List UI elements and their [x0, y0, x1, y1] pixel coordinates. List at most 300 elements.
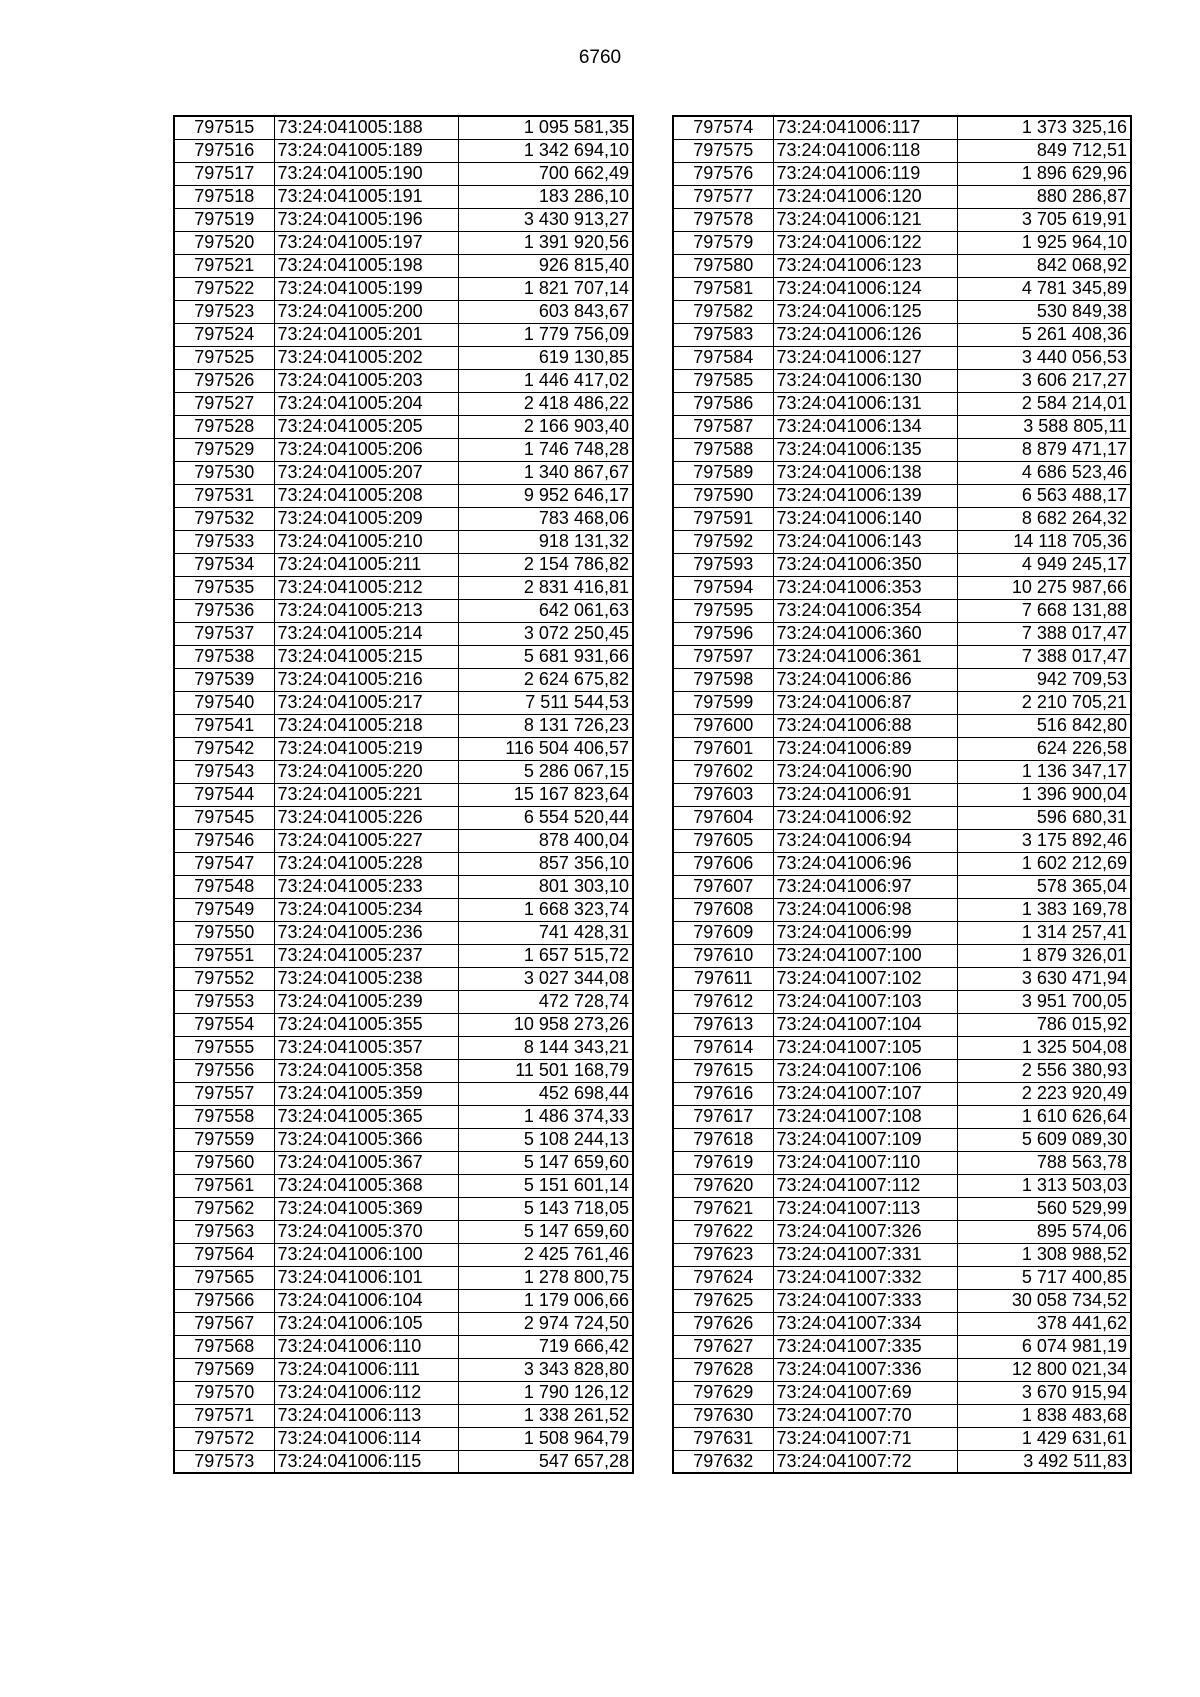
- cadastral-number-cell: 73:24:041006:131: [773, 392, 957, 415]
- record-number-cell: 797614: [673, 1036, 773, 1059]
- cadastral-number-cell: 73:24:041005:358: [274, 1059, 458, 1082]
- cadastral-number-cell: 73:24:041007:332: [773, 1266, 957, 1289]
- cadastral-number-cell: 73:24:041005:190: [274, 162, 458, 185]
- record-number-cell: 797567: [174, 1312, 274, 1335]
- table-row: [673, 1243, 1131, 1266]
- table-row: [174, 461, 633, 484]
- cadastral-value-cell: 2 584 214,01: [957, 392, 1131, 415]
- cadastral-value-cell: 3 588 805,11: [957, 415, 1131, 438]
- table-row: [174, 415, 633, 438]
- table-row: [673, 898, 1131, 921]
- cadastral-value-cell: 2 556 380,93: [957, 1059, 1131, 1082]
- record-number-cell: 797528: [174, 415, 274, 438]
- cadastral-value-cell: 1 429 631,61: [957, 1427, 1131, 1450]
- cadastral-value-cell: 3 670 915,94: [957, 1381, 1131, 1404]
- record-number-cell: 797590: [673, 484, 773, 507]
- table-row: [673, 553, 1131, 576]
- record-number-cell: 797630: [673, 1404, 773, 1427]
- cadastral-number-cell: 73:24:041007:109: [773, 1128, 957, 1151]
- record-number-cell: 797629: [673, 1381, 773, 1404]
- cadastral-value-cell: 9 952 646,17: [458, 484, 633, 507]
- cadastral-value-cell: 783 468,06: [458, 507, 633, 530]
- table-row: [174, 668, 633, 691]
- record-number-cell: 797562: [174, 1197, 274, 1220]
- record-number-cell: 797604: [673, 806, 773, 829]
- table-row: [673, 1266, 1131, 1289]
- cadastral-number-cell: 73:24:041007:71: [773, 1427, 957, 1450]
- cadastral-number-cell: 73:24:041005:202: [274, 346, 458, 369]
- table-row: [673, 323, 1131, 346]
- table-row: [174, 576, 633, 599]
- cadastral-value-cell: 5 609 089,30: [957, 1128, 1131, 1151]
- cadastral-value-cell: 1 342 694,10: [458, 139, 633, 162]
- cadastral-number-cell: 73:24:041006:143: [773, 530, 957, 553]
- cadastral-number-cell: 73:24:041007:108: [773, 1105, 957, 1128]
- record-number-cell: 797598: [673, 668, 773, 691]
- cadastral-number-cell: 73:24:041007:335: [773, 1335, 957, 1358]
- record-number-cell: 797624: [673, 1266, 773, 1289]
- cadastral-value-cell: 8 682 264,32: [957, 507, 1131, 530]
- cadastral-number-cell: 73:24:041006:353: [773, 576, 957, 599]
- cadastral-value-cell: 2 831 416,81: [458, 576, 633, 599]
- record-number-cell: 797572: [174, 1427, 274, 1450]
- cadastral-number-cell: 73:24:041005:191: [274, 185, 458, 208]
- cadastral-value-cell: 452 698,44: [458, 1082, 633, 1105]
- table-row: [673, 392, 1131, 415]
- cadastral-value-cell: 3 630 471,94: [957, 967, 1131, 990]
- cadastral-number-cell: 73:24:041005:218: [274, 714, 458, 737]
- record-number-cell: 797530: [174, 461, 274, 484]
- table-row: [673, 1151, 1131, 1174]
- cadastral-number-cell: 73:24:041006:104: [274, 1289, 458, 1312]
- table-row: [174, 990, 633, 1013]
- cadastral-value-cell: 116 504 406,57: [458, 737, 633, 760]
- table-row: [673, 714, 1131, 737]
- table-row: [174, 921, 633, 944]
- table-row: [673, 1105, 1131, 1128]
- cadastral-number-cell: 73:24:041005:215: [274, 645, 458, 668]
- record-number-cell: 797529: [174, 438, 274, 461]
- table-row: [673, 760, 1131, 783]
- cadastral-number-cell: 73:24:041006:97: [773, 875, 957, 898]
- record-number-cell: 797547: [174, 852, 274, 875]
- record-number-cell: 797632: [673, 1450, 773, 1473]
- table-row: [174, 1450, 633, 1473]
- cadastral-number-cell: 73:24:041005:369: [274, 1197, 458, 1220]
- table-row: [174, 208, 633, 231]
- cadastral-value-cell: 1 095 581,35: [458, 116, 633, 139]
- cadastral-value-cell: 1 838 483,68: [957, 1404, 1131, 1427]
- table-row: [174, 277, 633, 300]
- cadastral-number-cell: 73:24:041007:112: [773, 1174, 957, 1197]
- cadastral-value-cell: 30 058 734,52: [957, 1289, 1131, 1312]
- cadastral-number-cell: 73:24:041006:96: [773, 852, 957, 875]
- record-number-cell: 797539: [174, 668, 274, 691]
- table-row: [174, 254, 633, 277]
- record-number-cell: 797619: [673, 1151, 773, 1174]
- cadastral-number-cell: 73:24:041005:198: [274, 254, 458, 277]
- table-row: [174, 1036, 633, 1059]
- cadastral-number-cell: 73:24:041005:213: [274, 599, 458, 622]
- cadastral-value-cell: 1 340 867,67: [458, 461, 633, 484]
- record-number-cell: 797565: [174, 1266, 274, 1289]
- table-row: [174, 185, 633, 208]
- cadastral-number-cell: 73:24:041005:206: [274, 438, 458, 461]
- cadastral-number-cell: 73:24:041006:139: [773, 484, 957, 507]
- table-row: [174, 898, 633, 921]
- record-number-cell: 797607: [673, 875, 773, 898]
- cadastral-value-cell: 1 925 964,10: [957, 231, 1131, 254]
- record-number-cell: 797568: [174, 1335, 274, 1358]
- cadastral-number-cell: 73:24:041007:331: [773, 1243, 957, 1266]
- record-number-cell: 797610: [673, 944, 773, 967]
- record-number-cell: 797573: [174, 1450, 274, 1473]
- cadastral-number-cell: 73:24:041005:211: [274, 553, 458, 576]
- record-number-cell: 797566: [174, 1289, 274, 1312]
- cadastral-number-cell: 73:24:041006:120: [773, 185, 957, 208]
- cadastral-number-cell: 73:24:041006:92: [773, 806, 957, 829]
- table-row: [174, 1335, 633, 1358]
- cadastral-value-cell: 1 779 756,09: [458, 323, 633, 346]
- cadastral-number-cell: 73:24:041006:125: [773, 300, 957, 323]
- cadastral-value-cell: 3 027 344,08: [458, 967, 633, 990]
- record-number-cell: 797586: [673, 392, 773, 415]
- cadastral-number-cell: 73:24:041005:204: [274, 392, 458, 415]
- cadastral-value-cell: 1 790 126,12: [458, 1381, 633, 1404]
- cadastral-value-cell: 878 400,04: [458, 829, 633, 852]
- cadastral-number-cell: 73:24:041007:104: [773, 1013, 957, 1036]
- table-row: [673, 576, 1131, 599]
- record-number-cell: 797588: [673, 438, 773, 461]
- cadastral-number-cell: 73:24:041005:365: [274, 1105, 458, 1128]
- table-row: [174, 139, 633, 162]
- cadastral-value-cell: 5 717 400,85: [957, 1266, 1131, 1289]
- table-row: [673, 208, 1131, 231]
- cadastral-value-cell: 1 821 707,14: [458, 277, 633, 300]
- record-number-cell: 797623: [673, 1243, 773, 1266]
- cadastral-number-cell: 73:24:041006:122: [773, 231, 957, 254]
- table-row: [174, 346, 633, 369]
- record-number-cell: 797549: [174, 898, 274, 921]
- cadastral-value-cell: 2 624 675,82: [458, 668, 633, 691]
- cadastral-value-cell: 5 108 244,13: [458, 1128, 633, 1151]
- table-row: [174, 1243, 633, 1266]
- cadastral-number-cell: 73:24:041006:91: [773, 783, 957, 806]
- cadastral-value-cell: 1 610 626,64: [957, 1105, 1131, 1128]
- table-row: [673, 1427, 1131, 1450]
- cadastral-number-cell: 73:24:041005:205: [274, 415, 458, 438]
- table-row: [673, 139, 1131, 162]
- record-number-cell: 797551: [174, 944, 274, 967]
- record-number-cell: 797600: [673, 714, 773, 737]
- cadastral-number-cell: 73:24:041005:370: [274, 1220, 458, 1243]
- table-row: [174, 1197, 633, 1220]
- record-number-cell: 797626: [673, 1312, 773, 1335]
- table-row: [673, 300, 1131, 323]
- record-number-cell: 797545: [174, 806, 274, 829]
- cadastral-value-cell: 619 130,85: [458, 346, 633, 369]
- table-row: [174, 875, 633, 898]
- cadastral-number-cell: 73:24:041005:214: [274, 622, 458, 645]
- cadastral-number-cell: 73:24:041006:354: [773, 599, 957, 622]
- cadastral-value-cell: 596 680,31: [957, 806, 1131, 829]
- table-row: [673, 346, 1131, 369]
- cadastral-number-cell: 73:24:041005:368: [274, 1174, 458, 1197]
- table-row: [174, 369, 633, 392]
- cadastral-value-cell: 1 383 169,78: [957, 898, 1131, 921]
- record-number-cell: 797593: [673, 553, 773, 576]
- cadastral-number-cell: 73:24:041005:238: [274, 967, 458, 990]
- cadastral-number-cell: 73:24:041006:138: [773, 461, 957, 484]
- table-row: [174, 1174, 633, 1197]
- cadastral-value-cell: 741 428,31: [458, 921, 633, 944]
- cadastral-value-cell: 530 849,38: [957, 300, 1131, 323]
- table-row: [673, 1013, 1131, 1036]
- cadastral-value-cell: 472 728,74: [458, 990, 633, 1013]
- cadastral-value-cell: 3 343 828,80: [458, 1358, 633, 1381]
- record-number-cell: 797544: [174, 783, 274, 806]
- cadastral-number-cell: 73:24:041005:357: [274, 1036, 458, 1059]
- cadastral-number-cell: 73:24:041006:105: [274, 1312, 458, 1335]
- cadastral-number-cell: 73:24:041006:90: [773, 760, 957, 783]
- table-row: [673, 231, 1131, 254]
- cadastral-value-cell: 849 712,51: [957, 139, 1131, 162]
- cadastral-number-cell: 73:24:041005:200: [274, 300, 458, 323]
- table-row: [174, 1128, 633, 1151]
- record-number-cell: 797537: [174, 622, 274, 645]
- record-number-cell: 797571: [174, 1404, 274, 1427]
- cadastral-value-cell: 1 391 920,56: [458, 231, 633, 254]
- cadastral-number-cell: 73:24:041007:110: [773, 1151, 957, 1174]
- cadastral-value-cell: 10 275 987,66: [957, 576, 1131, 599]
- cadastral-number-cell: 73:24:041006:121: [773, 208, 957, 231]
- table-row: [673, 852, 1131, 875]
- cadastral-value-cell: 786 015,92: [957, 1013, 1131, 1036]
- table-row: [174, 116, 633, 139]
- record-number-cell: 797576: [673, 162, 773, 185]
- table-row: [673, 1128, 1131, 1151]
- record-number-cell: 797627: [673, 1335, 773, 1358]
- cadastral-value-cell: 2 166 903,40: [458, 415, 633, 438]
- cadastral-number-cell: 73:24:041006:135: [773, 438, 957, 461]
- record-number-cell: 797587: [673, 415, 773, 438]
- cadastral-value-cell: 15 167 823,64: [458, 783, 633, 806]
- cadastral-value-cell: 2 210 705,21: [957, 691, 1131, 714]
- table-row: [174, 530, 633, 553]
- table-row: [174, 438, 633, 461]
- record-number-cell: 797592: [673, 530, 773, 553]
- cadastral-number-cell: 73:24:041005:228: [274, 852, 458, 875]
- cadastral-number-cell: 73:24:041005:209: [274, 507, 458, 530]
- cadastral-number-cell: 73:24:041007:105: [773, 1036, 957, 1059]
- record-number-cell: 797518: [174, 185, 274, 208]
- cadastral-value-cell: 3 440 056,53: [957, 346, 1131, 369]
- cadastral-value-cell: 2 974 724,50: [458, 1312, 633, 1335]
- cadastral-value-cell: 11 501 168,79: [458, 1059, 633, 1082]
- record-number-cell: 797543: [174, 760, 274, 783]
- cadastral-value-cell: 895 574,06: [957, 1220, 1131, 1243]
- cadastral-number-cell: 73:24:041005:221: [274, 783, 458, 806]
- cadastral-value-cell: 4 781 345,89: [957, 277, 1131, 300]
- record-number-cell: 797553: [174, 990, 274, 1013]
- record-number-cell: 797612: [673, 990, 773, 1013]
- cadastral-value-cell: 560 529,99: [957, 1197, 1131, 1220]
- cadastral-value-cell: 1 325 504,08: [957, 1036, 1131, 1059]
- cadastral-value-cell: 1 668 323,74: [458, 898, 633, 921]
- record-number-cell: 797548: [174, 875, 274, 898]
- cadastral-value-cell: 4 686 523,46: [957, 461, 1131, 484]
- table-row: [673, 1312, 1131, 1335]
- table-row: [673, 1197, 1131, 1220]
- registry-table-right: [672, 115, 1132, 1474]
- table-row: [673, 1381, 1131, 1404]
- cadastral-value-cell: 8 879 471,17: [957, 438, 1131, 461]
- cadastral-value-cell: 547 657,28: [458, 1450, 633, 1473]
- record-number-cell: 797585: [673, 369, 773, 392]
- cadastral-value-cell: 5 147 659,60: [458, 1220, 633, 1243]
- cadastral-value-cell: 2 418 486,22: [458, 392, 633, 415]
- table-row: [174, 737, 633, 760]
- table-row: [174, 1151, 633, 1174]
- table-row: [673, 875, 1131, 898]
- record-number-cell: 797560: [174, 1151, 274, 1174]
- cadastral-value-cell: 5 681 931,66: [458, 645, 633, 668]
- table-row: [673, 1174, 1131, 1197]
- record-number-cell: 797580: [673, 254, 773, 277]
- table-row: [174, 162, 633, 185]
- cadastral-number-cell: 73:24:041006:361: [773, 645, 957, 668]
- table-row: [174, 1427, 633, 1450]
- table-row: [673, 829, 1131, 852]
- cadastral-value-cell: 1 338 261,52: [458, 1404, 633, 1427]
- table-row: [174, 944, 633, 967]
- cadastral-number-cell: 73:24:041007:100: [773, 944, 957, 967]
- table-row: [673, 277, 1131, 300]
- record-number-cell: 797574: [673, 116, 773, 139]
- record-number-cell: 797613: [673, 1013, 773, 1036]
- registry-table-left-body: [174, 116, 633, 1473]
- record-number-cell: 797602: [673, 760, 773, 783]
- cadastral-number-cell: 73:24:041005:208: [274, 484, 458, 507]
- record-number-cell: 797554: [174, 1013, 274, 1036]
- record-number-cell: 797596: [673, 622, 773, 645]
- record-number-cell: 797541: [174, 714, 274, 737]
- table-row: [174, 1266, 633, 1289]
- table-row: [673, 369, 1131, 392]
- record-number-cell: 797578: [673, 208, 773, 231]
- cadastral-value-cell: 788 563,78: [957, 1151, 1131, 1174]
- cadastral-number-cell: 73:24:041006:94: [773, 829, 957, 852]
- record-number-cell: 797522: [174, 277, 274, 300]
- cadastral-number-cell: 73:24:041006:123: [773, 254, 957, 277]
- record-number-cell: 797564: [174, 1243, 274, 1266]
- table-row: [174, 392, 633, 415]
- table-row: [673, 116, 1131, 139]
- cadastral-value-cell: 1 879 326,01: [957, 944, 1131, 967]
- cadastral-number-cell: 73:24:041005:188: [274, 116, 458, 139]
- table-row: [673, 599, 1131, 622]
- cadastral-number-cell: 73:24:041005:219: [274, 737, 458, 760]
- table-row: [673, 415, 1131, 438]
- registry-table-right-body: [673, 116, 1131, 1473]
- record-number-cell: 797526: [174, 369, 274, 392]
- record-number-cell: 797531: [174, 484, 274, 507]
- table-row: [673, 484, 1131, 507]
- table-row: [673, 1059, 1131, 1082]
- table-row: [673, 737, 1131, 760]
- cadastral-number-cell: 73:24:041005:217: [274, 691, 458, 714]
- cadastral-number-cell: 73:24:041006:124: [773, 277, 957, 300]
- cadastral-number-cell: 73:24:041007:336: [773, 1358, 957, 1381]
- table-row: [673, 1220, 1131, 1243]
- record-number-cell: 797524: [174, 323, 274, 346]
- cadastral-number-cell: 73:24:041005:220: [274, 760, 458, 783]
- table-row: [174, 599, 633, 622]
- cadastral-value-cell: 880 286,87: [957, 185, 1131, 208]
- record-number-cell: 797516: [174, 139, 274, 162]
- record-number-cell: 797631: [673, 1427, 773, 1450]
- record-number-cell: 797563: [174, 1220, 274, 1243]
- cadastral-number-cell: 73:24:041006:100: [274, 1243, 458, 1266]
- cadastral-number-cell: 73:24:041006:130: [773, 369, 957, 392]
- record-number-cell: 797535: [174, 576, 274, 599]
- record-number-cell: 797533: [174, 530, 274, 553]
- cadastral-value-cell: 8 131 726,23: [458, 714, 633, 737]
- cadastral-number-cell: 73:24:041006:114: [274, 1427, 458, 1450]
- cadastral-number-cell: 73:24:041006:86: [773, 668, 957, 691]
- record-number-cell: 797620: [673, 1174, 773, 1197]
- cadastral-number-cell: 73:24:041006:134: [773, 415, 957, 438]
- cadastral-number-cell: 73:24:041006:360: [773, 622, 957, 645]
- table-row: [174, 1082, 633, 1105]
- cadastral-value-cell: 3 951 700,05: [957, 990, 1131, 1013]
- table-row: [673, 783, 1131, 806]
- record-number-cell: 797556: [174, 1059, 274, 1082]
- cadastral-value-cell: 7 668 131,88: [957, 599, 1131, 622]
- cadastral-value-cell: 942 709,53: [957, 668, 1131, 691]
- record-number-cell: 797515: [174, 116, 274, 139]
- cadastral-value-cell: 1 396 900,04: [957, 783, 1131, 806]
- cadastral-number-cell: 73:24:041005:197: [274, 231, 458, 254]
- table-row: [174, 714, 633, 737]
- cadastral-number-cell: 73:24:041005:227: [274, 829, 458, 852]
- table-row: [174, 806, 633, 829]
- record-number-cell: 797542: [174, 737, 274, 760]
- cadastral-number-cell: 73:24:041005:366: [274, 1128, 458, 1151]
- record-number-cell: 797622: [673, 1220, 773, 1243]
- registry-table-left: [173, 115, 634, 1474]
- record-number-cell: 797606: [673, 852, 773, 875]
- cadastral-number-cell: 73:24:041007:102: [773, 967, 957, 990]
- cadastral-value-cell: 6 554 520,44: [458, 806, 633, 829]
- cadastral-number-cell: 73:24:041005:226: [274, 806, 458, 829]
- record-number-cell: 797595: [673, 599, 773, 622]
- cadastral-value-cell: 1 657 515,72: [458, 944, 633, 967]
- record-number-cell: 797599: [673, 691, 773, 714]
- record-number-cell: 797618: [673, 1128, 773, 1151]
- record-number-cell: 797546: [174, 829, 274, 852]
- record-number-cell: 797591: [673, 507, 773, 530]
- cadastral-value-cell: 5 261 408,36: [957, 323, 1131, 346]
- cadastral-number-cell: 73:24:041006:88: [773, 714, 957, 737]
- cadastral-number-cell: 73:24:041007:69: [773, 1381, 957, 1404]
- page-number: 6760: [578, 47, 622, 68]
- record-number-cell: 797579: [673, 231, 773, 254]
- cadastral-value-cell: 2 425 761,46: [458, 1243, 633, 1266]
- table-row: [673, 990, 1131, 1013]
- cadastral-value-cell: 2 154 786,82: [458, 553, 633, 576]
- record-number-cell: 797540: [174, 691, 274, 714]
